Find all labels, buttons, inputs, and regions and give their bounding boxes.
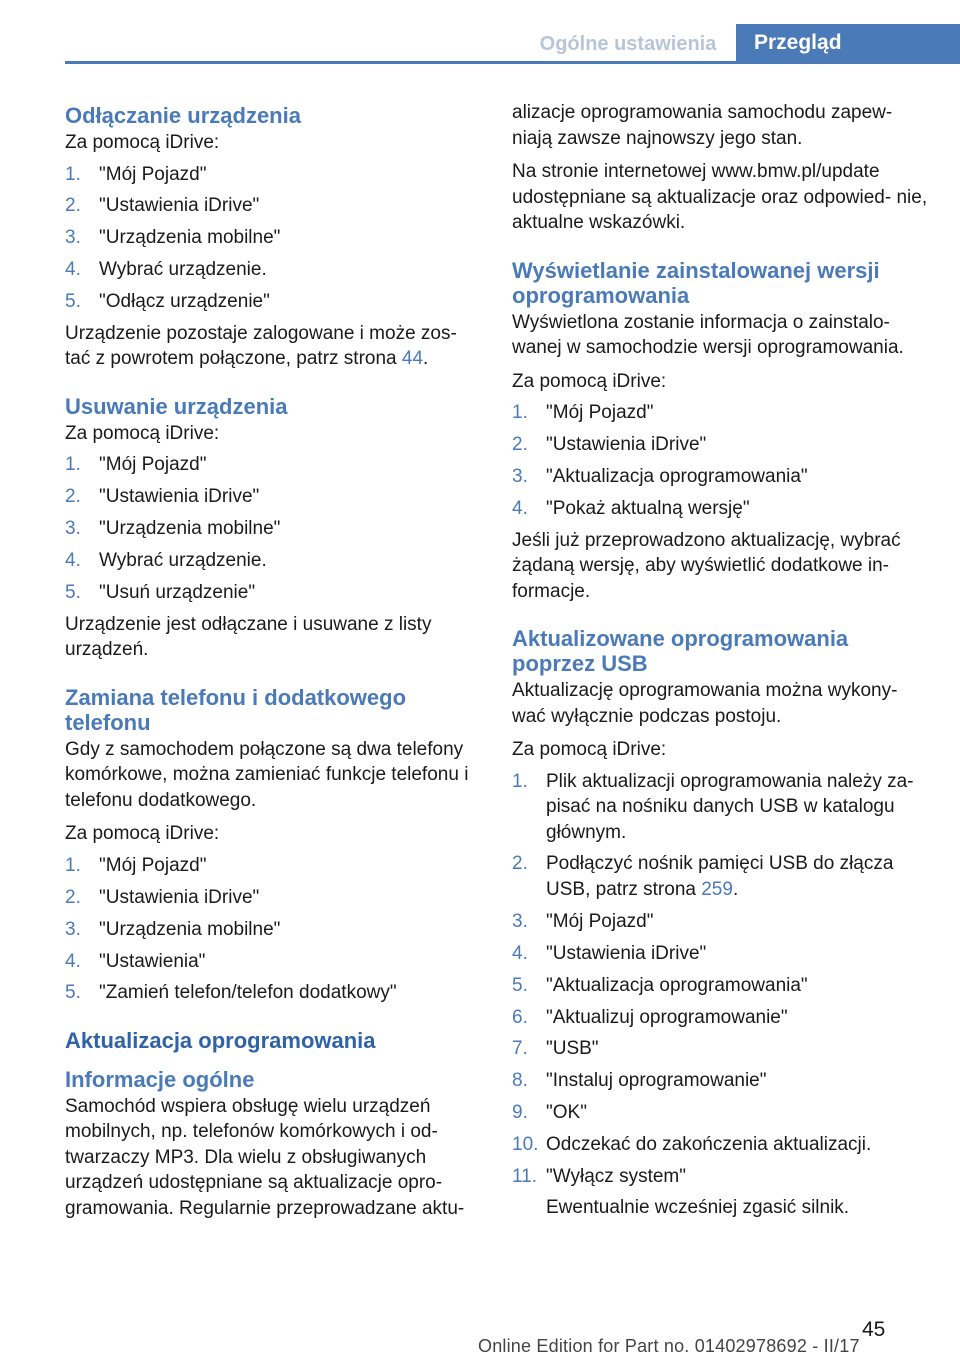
list-item: 4. Wybrać urządzenie.: [65, 259, 267, 281]
note-text: Urządzenie pozostaje zalogowane i może zos‐ tać z powrotem połączone, patrz strona 44.: [65, 322, 457, 370]
list-item: 1. "Mój Pojazd": [65, 854, 207, 876]
list-item: 3. "Urządzenia mobilne": [65, 227, 281, 249]
list-item: 1. "Mój Pojazd": [65, 454, 207, 476]
list-item: 10. Odczekać do zakończenia aktualizacji.: [512, 1134, 872, 1156]
steps-list: [512, 769, 932, 1221]
section-title: Informacje ogólne: [65, 1066, 255, 1092]
list-item: 6. "Aktualizuj oprogramowanie": [512, 1006, 788, 1028]
section-title: Zamiana telefonu i dodatkowego telefonu: [65, 684, 407, 735]
left-column: [65, 100, 485, 1221]
list-item: 2. Podłączyć nośnik pamięci USB do złącza USB, patrz strona 259.: [512, 853, 894, 900]
section-remove-device: [65, 394, 485, 663]
section-disconnect-device: [65, 103, 485, 372]
steps-list: [65, 853, 485, 1006]
intro-text: Za pomocą iDrive:: [512, 739, 667, 761]
list-item: 5. "Usuń urządzenie": [65, 582, 256, 604]
list-item: 2. "Ustawienia iDrive": [65, 195, 260, 217]
body-text: Samochód wspiera obsługę wielu urządzeń mobilnych, np. telefonów komórkowych i od‐ twarzaczy MP3. Dla wielu z obsługiwanych urządzeń udostępniane są aktualizacje opro‐ gramowania. Regularnie przeprowadzane aktu‐: [65, 1095, 465, 1219]
section-title: Usuwanie urządzenia: [65, 393, 288, 419]
list-item: 1. Plik aktualizacji oprogramowania należy za‐ pisać na nośniku danych USB w katalogu głównym.: [512, 770, 914, 843]
steps-list: [512, 400, 932, 521]
continued-text: alizacje oprogramowania samochodu zapew‐ niają zawsze najnowszy jego stan.: [512, 102, 893, 149]
header-section-title: Ogólne ustawienia: [539, 33, 717, 55]
list-item: 4. "Ustawienia iDrive": [512, 942, 707, 964]
section-title: Aktualizowane oprogramowania poprzez USB: [512, 626, 849, 677]
list-item: 5. "Zamień telefon/telefon dodatkowy": [65, 982, 397, 1004]
list-item: 3. "Mój Pojazd": [512, 910, 654, 932]
list-item: 4. "Pokaż aktualną wersję": [512, 497, 750, 519]
steps-list: [65, 162, 485, 315]
steps-list: [65, 452, 485, 605]
list-item: 11. "Wyłącz system" Ewentualnie wcześniej zgasić silnik.: [512, 1164, 932, 1221]
list-item: 4. "Ustawienia": [65, 950, 206, 972]
list-item: 8. "Instaluj oprogramowanie": [512, 1070, 767, 1092]
header-rule: [65, 61, 960, 64]
sub-note: Ewentualnie wcześniej zgasić silnik.: [546, 1197, 850, 1219]
list-item: 5. "Aktualizacja oprogramowania": [512, 974, 808, 996]
list-item: 2. "Ustawienia iDrive": [65, 886, 260, 908]
intro-text: Za pomocą iDrive:: [65, 422, 220, 444]
note-text: Urządzenie jest odłączane i usuwane z listy urządzeń.: [65, 613, 432, 661]
right-column: [512, 100, 932, 1227]
intro-text: Za pomocą iDrive:: [65, 132, 220, 153]
list-item: 3. "Urządzenia mobilne": [65, 918, 281, 940]
page-number: 45: [862, 1318, 886, 1341]
section-general-info: [65, 1067, 485, 1222]
intro-text: Za pomocą iDrive:: [512, 370, 667, 392]
list-item: 5. "Odłącz urządzenie": [65, 291, 270, 313]
web-info-text: Na stronie internetowej www.bmw.pl/update udostępniane są aktualizacje oraz odpowied‐ nie, aktualne wskazówki.: [512, 161, 928, 233]
page-header: [0, 0, 960, 62]
page-link-44[interactable]: 44: [401, 348, 424, 370]
list-item: 3. "Aktualizacja oprogramowania": [512, 465, 808, 487]
list-item: 4. Wybrać urządzenie.: [65, 550, 267, 572]
list-item: 1. "Mój Pojazd": [512, 402, 654, 423]
list-item: 9. "OK": [512, 1102, 587, 1124]
section-show-version: [512, 258, 932, 605]
edition-footer: Online Edition for Part no. 01402978692 - II/17: [478, 1336, 860, 1356]
note-text: Jeśli już przeprowadzono aktualizację, wybrać żądaną wersję, aby wyświetlić dodatkowe in‐ formacje.: [512, 529, 901, 602]
list-item: 2. "Ustawienia iDrive": [512, 433, 707, 455]
section-title: Odłączanie urządzenia: [65, 103, 301, 128]
section-swap-phone: [65, 685, 485, 1006]
section-usb-update: [512, 626, 932, 1221]
page-link-259[interactable]: 259: [701, 878, 733, 900]
body-text: Aktualizację oprogramowania można wykony‐ wać wyłącznie podczas postoju.: [512, 680, 898, 727]
list-item: 7. "USB": [512, 1038, 599, 1060]
section-title: Wyświetlanie zainstalowanej wersji oprogramowania: [512, 257, 880, 308]
list-item: 3. "Urządzenia mobilne": [65, 518, 281, 540]
list-item: 1. "Mój Pojazd": [65, 163, 207, 185]
header-chapter-tab: Przegląd: [736, 24, 960, 62]
intro-text: Za pomocą iDrive:: [65, 823, 220, 845]
chapter-title-software-update: Aktualizacja oprogramowania: [65, 1027, 376, 1053]
list-item: 2. "Ustawienia iDrive": [65, 486, 260, 508]
body-text: Gdy z samochodem połączone są dwa telefony komórkowe, można zamieniać funkcje telefonu i telefonu dodatkowego.: [65, 738, 469, 811]
body-text: Wyświetlona zostanie informacja o zainstalo‐ wanej w samochodzie wersji oprogramowania.: [512, 311, 904, 358]
